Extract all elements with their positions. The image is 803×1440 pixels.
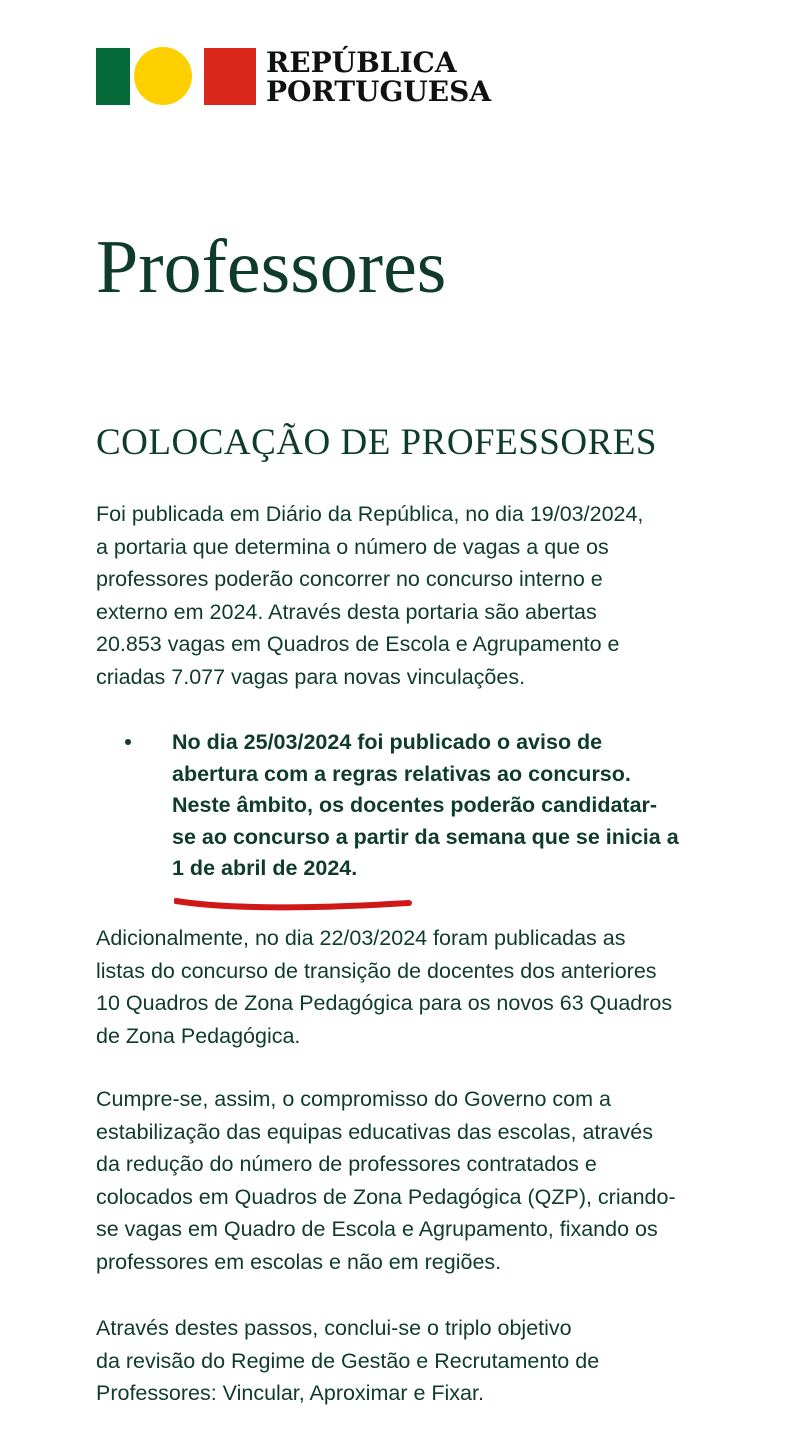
paragraph-line: Adicionalmente, no dia 22/03/2024 foram publicadas as [96, 926, 626, 950]
bullet-line: abertura com a regras relativas ao concurso. [172, 761, 631, 786]
paragraph-line: da redução do número de professores contratados e [96, 1152, 597, 1176]
bullet-line: No dia 25/03/2024 foi publicado o aviso de [172, 730, 603, 754]
logo-red-square [204, 48, 256, 105]
bullet-dot-icon [125, 739, 131, 745]
paragraph-line: Cumpre-se, assim, o compromisso do Governo com a [96, 1087, 611, 1111]
logo-wordmark-line1: REPÚBLICA [266, 46, 457, 79]
bullet-line: 1 de abril de 2024. [172, 856, 358, 880]
paragraph-line: externo em 2024. Através desta portaria são abertas [96, 599, 597, 624]
paragraph-line: a portaria que determina o número de vagas a que os [96, 534, 609, 559]
logo-green-rectangle [96, 48, 130, 105]
republica-portuguesa-logo[interactable] [96, 46, 491, 106]
logo-yellow-circle [134, 47, 192, 105]
bullet-line: se ao concurso a partir da semana que se inicia a [172, 824, 679, 849]
red-hand-underline [174, 895, 412, 913]
paragraph-line: professores poderão concorrer no concurso interno e [96, 567, 603, 591]
page-title: Professores [96, 225, 447, 309]
paragraph-line: Através destes passos, conclui-se o triplo objetivo [96, 1316, 572, 1340]
paragraph-line: Foi publicada em Diário da República, no dia 19/03/2024, [96, 502, 644, 526]
conclusion-paragraph [96, 1312, 736, 1410]
logo-wordmark-line2: PORTUGUESA [266, 75, 492, 108]
paragraph-line: listas do concurso de transição de docentes dos anteriores [96, 958, 657, 983]
paragraph-line: estabilização das equipas educativas das escolas, através [96, 1119, 653, 1144]
paragraph-line: colocados em Quadros de Zona Pedagógica (QZP), criando- [96, 1184, 676, 1209]
logo-wordmark [266, 48, 491, 106]
section-heading: COLOCAÇÃO DE PROFESSORES [96, 422, 657, 463]
paragraph-line: se vagas em Quadro de Escola e Agrupamento, fixando os [96, 1217, 658, 1241]
transition-paragraph [96, 922, 736, 1052]
paragraph-line: 20.853 vagas em Quadros de Escola e Agrupamento e [96, 632, 620, 656]
bullet-line: Neste âmbito, os docentes poderão candidatar- [172, 793, 658, 817]
paragraph-line: de Zona Pedagógica. [96, 1023, 301, 1048]
announcement-list [96, 727, 679, 885]
paragraph-line: criadas 7.077 vagas para novas vinculações. [96, 664, 526, 689]
paragraph-line: da revisão do Regime de Gestão e Recrutamento de [96, 1348, 600, 1373]
commitment-paragraph [96, 1083, 736, 1278]
intro-paragraph [96, 498, 736, 693]
paragraph-line: Professores: Vincular, Aproximar e Fixar. [96, 1381, 484, 1405]
announcement-bullet-item [96, 727, 679, 885]
paragraph-line: professores em escolas e não em regiões. [96, 1249, 502, 1274]
paragraph-line: 10 Quadros de Zona Pedagógica para os novos 63 Quadros [96, 991, 673, 1015]
